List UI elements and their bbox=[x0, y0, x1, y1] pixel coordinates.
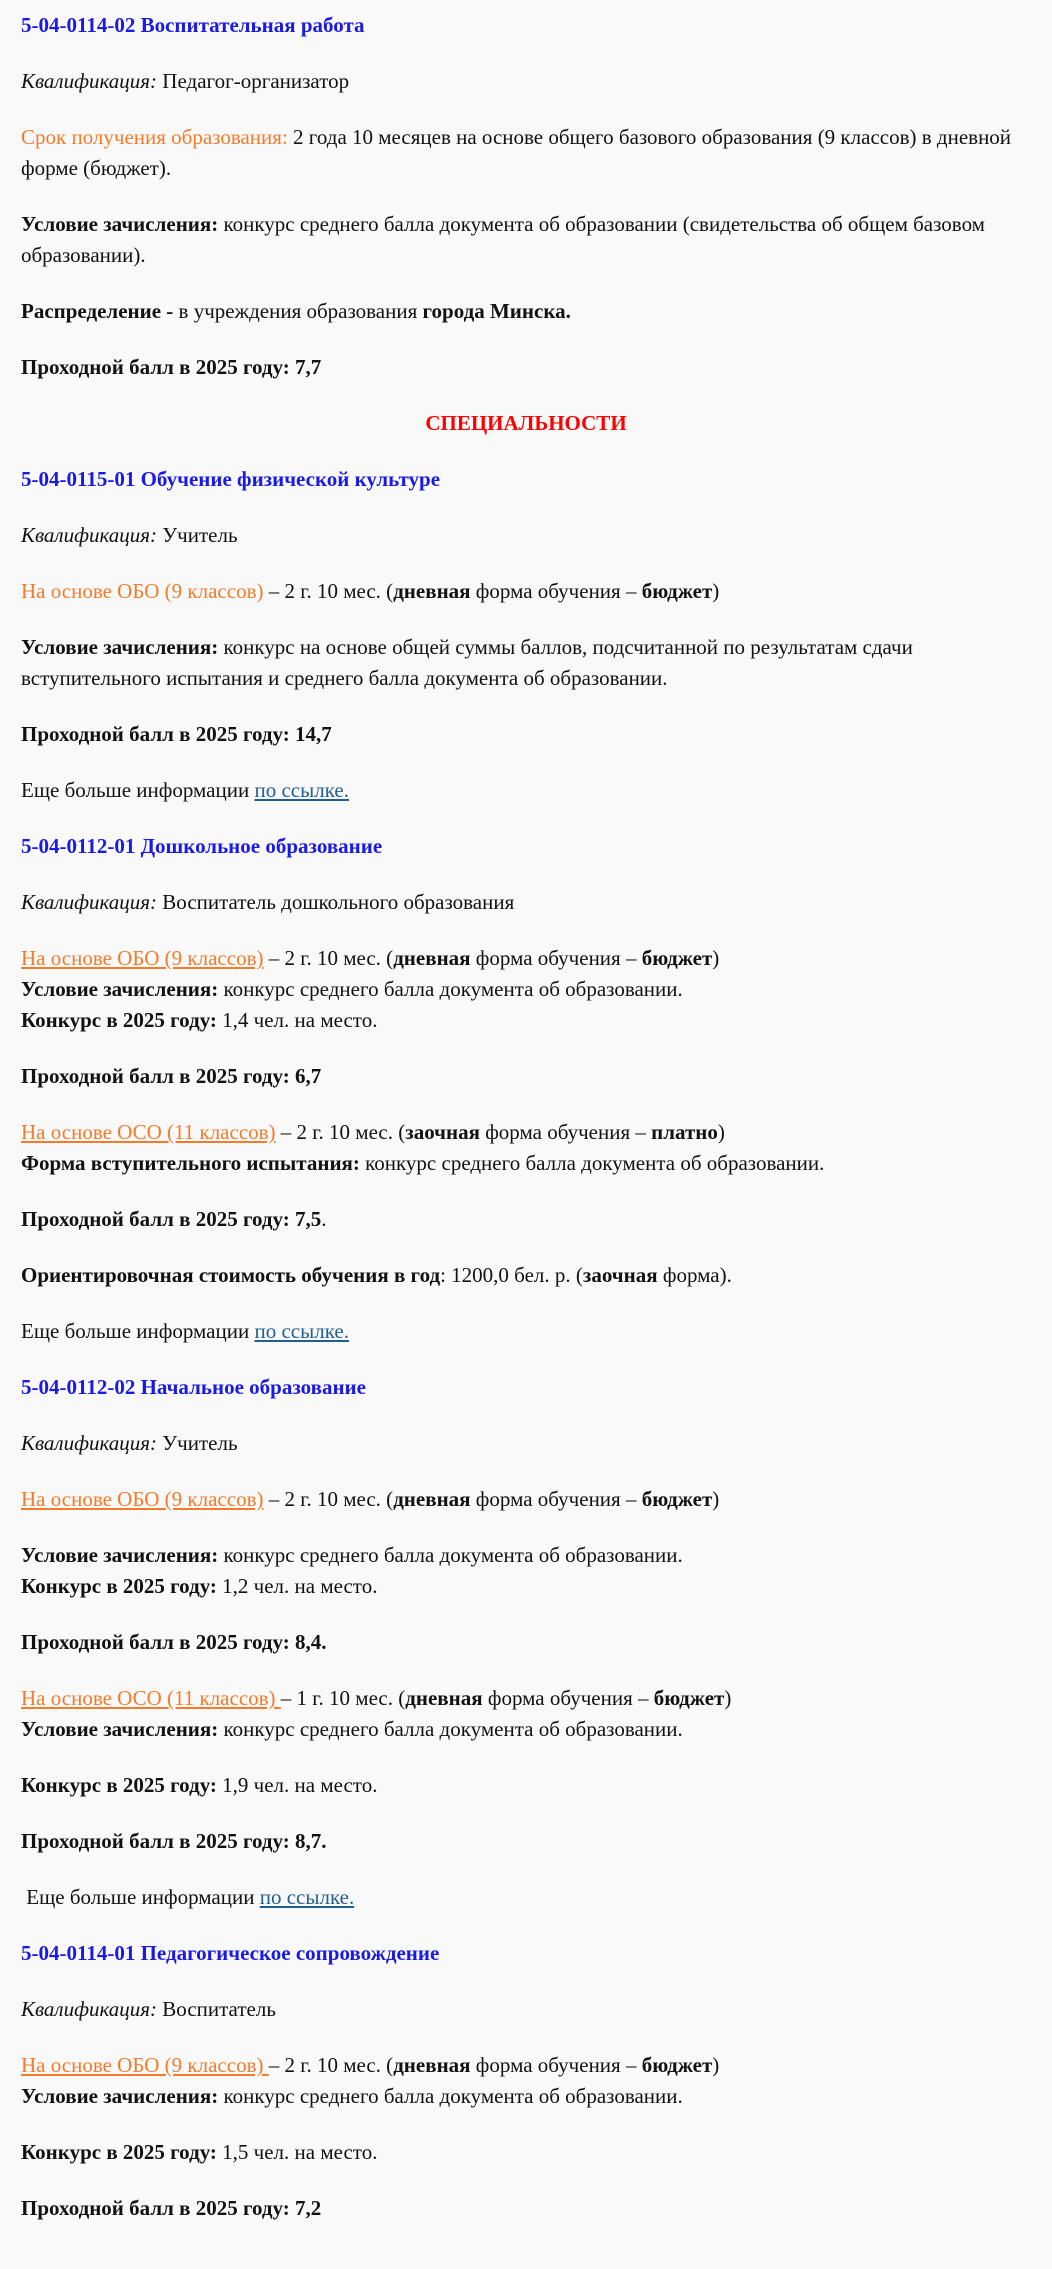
specialty-heading bbox=[21, 1372, 1031, 1403]
bold-text: Проходной балл в 2025 году: 7,7 bbox=[21, 355, 322, 379]
bold-text: Форма вступительного испытания: bbox=[21, 1151, 360, 1175]
italic-label: Квалификация: bbox=[21, 69, 158, 93]
specialty-heading bbox=[21, 464, 1031, 495]
text: . bbox=[321, 1207, 327, 1231]
bold-text: Конкурс в 2025 году: bbox=[21, 2140, 217, 2164]
specialty-heading bbox=[21, 1938, 1031, 1969]
italic-label: Квалификация: bbox=[21, 890, 158, 914]
text: Воспитатель дошкольного образования bbox=[157, 890, 515, 914]
text: 5-04-0114-02 Воспитательная работа bbox=[21, 13, 365, 37]
info-paragraph bbox=[21, 943, 1031, 1036]
section-title bbox=[21, 408, 1031, 439]
text: конкурс на основе общей суммы баллов, подсчитанной по результатам сдачи вступительного испытания и среднего балла документа об образовании. bbox=[21, 635, 919, 690]
bold-text: бюджет bbox=[653, 1686, 725, 1710]
text: – 2 г. 10 мес. ( bbox=[263, 946, 394, 970]
bold-text: Проходной балл в 2025 году: 14,7 bbox=[21, 722, 332, 746]
info-paragraph bbox=[21, 1540, 1031, 1602]
italic-label: Квалификация: bbox=[21, 523, 158, 547]
text: Еще больше информации bbox=[21, 778, 255, 802]
bold-text: Условие зачисления: bbox=[21, 977, 219, 1001]
info-paragraph bbox=[21, 1260, 1031, 1291]
education-basis-link[interactable]: На основе ОСО (11 классов) bbox=[21, 1686, 281, 1710]
education-basis-link[interactable]: На основе ОБО (9 классов) bbox=[21, 2053, 269, 2077]
text: 5-04-0112-02 Начальное образование bbox=[21, 1375, 366, 1399]
text: 5-04-0115-01 Обучение физической культуре bbox=[21, 467, 441, 491]
bold-text: дневная bbox=[393, 946, 471, 970]
text: форма обучения – bbox=[470, 1487, 642, 1511]
specialty-heading bbox=[21, 10, 1031, 41]
bold-text: Проходной балл в 2025 году: 7,2 bbox=[21, 2196, 322, 2220]
more-info-link[interactable]: по ссылке. bbox=[254, 778, 349, 802]
text: 1,2 чел. на место. bbox=[216, 1574, 378, 1598]
text: 5-04-0112-01 Дошкольное образование bbox=[21, 834, 383, 858]
text: форма обучения – bbox=[470, 579, 642, 603]
text: Еще больше информации bbox=[21, 1319, 255, 1343]
text: 1,5 чел. на место. bbox=[216, 2140, 378, 2164]
bold-text: дневная bbox=[405, 1686, 483, 1710]
info-paragraph bbox=[21, 352, 1031, 383]
info-paragraph bbox=[21, 1484, 1031, 1515]
specialty-heading bbox=[21, 831, 1031, 862]
education-basis-link[interactable]: На основе ОБО (9 классов) bbox=[21, 1487, 264, 1511]
text: ) bbox=[712, 946, 720, 970]
bold-text: Проходной балл в 2025 году: 8,7. bbox=[21, 1829, 327, 1853]
bold-text: дневная bbox=[393, 2053, 471, 2077]
bold-text: города Минска. bbox=[422, 299, 571, 323]
text: Учитель bbox=[157, 523, 238, 547]
info-paragraph bbox=[21, 2137, 1031, 2168]
text: 1,4 чел. на место. bbox=[216, 1008, 378, 1032]
info-paragraph bbox=[21, 122, 1031, 184]
info-paragraph bbox=[21, 1826, 1031, 1857]
text: Педагог-организатор bbox=[157, 69, 350, 93]
info-paragraph bbox=[21, 887, 1031, 918]
text: конкурс среднего балла документа об образовании (свидетельства об общем базовом образовании). bbox=[21, 212, 991, 267]
text: – 1 г. 10 мес. ( bbox=[280, 1686, 406, 1710]
info-paragraph bbox=[21, 1882, 1031, 1913]
text: Еще больше информации bbox=[21, 1885, 260, 1909]
bold-text: дневная bbox=[393, 1487, 471, 1511]
text: СПЕЦИАЛЬНОСТИ bbox=[425, 411, 627, 435]
italic-label: Квалификация: bbox=[21, 1997, 158, 2021]
info-paragraph bbox=[21, 2193, 1031, 2224]
text: ) bbox=[717, 1120, 725, 1144]
bold-text: Условие зачисления: bbox=[21, 2084, 219, 2108]
text: Воспитатель bbox=[157, 1997, 276, 2021]
info-paragraph bbox=[21, 296, 1031, 327]
info-paragraph bbox=[21, 209, 1031, 271]
info-paragraph bbox=[21, 66, 1031, 97]
text: 5-04-0114-01 Педагогическое сопровождение bbox=[21, 1941, 440, 1965]
info-paragraph bbox=[21, 1627, 1031, 1658]
bold-text: Условие зачисления: bbox=[21, 1543, 219, 1567]
bold-text: бюджет bbox=[641, 2053, 713, 2077]
bold-text: Условие зачисления: bbox=[21, 635, 219, 659]
bold-text: Конкурс в 2025 году: bbox=[21, 1773, 217, 1797]
more-info-link[interactable]: по ссылке. bbox=[259, 1885, 355, 1909]
info-paragraph bbox=[21, 1428, 1031, 1459]
text: : 1200,0 бел. р. ( bbox=[440, 1263, 583, 1287]
bold-text: платно bbox=[651, 1120, 718, 1144]
education-basis-link[interactable]: На основе ОБО (9 классов) bbox=[21, 946, 264, 970]
info-paragraph bbox=[21, 1061, 1031, 1092]
bold-text: Конкурс в 2025 году: bbox=[21, 1008, 217, 1032]
text: – 2 г. 10 мес. ( bbox=[268, 2053, 394, 2077]
text: 1,9 чел. на место. bbox=[216, 1773, 378, 1797]
bold-text: бюджет bbox=[641, 1487, 713, 1511]
info-paragraph bbox=[21, 2050, 1031, 2112]
text: конкурс среднего балла документа об образовании. bbox=[218, 1543, 683, 1567]
bold-text: бюджет bbox=[641, 579, 713, 603]
bold-text: Проходной балл в 2025 году: 6,7 bbox=[21, 1064, 322, 1088]
info-paragraph bbox=[21, 1316, 1031, 1347]
info-paragraph bbox=[21, 1683, 1031, 1745]
text: конкурс среднего балла документа об образовании. bbox=[359, 1151, 825, 1175]
text: ) bbox=[724, 1686, 732, 1710]
text: ) bbox=[712, 579, 720, 603]
more-info-link[interactable]: по ссылке. bbox=[254, 1319, 349, 1343]
text: 2 года 10 месяцев на основе общего базового образования (9 классов) в дневной форме (бюджет). bbox=[21, 125, 1017, 180]
info-paragraph bbox=[21, 1770, 1031, 1801]
info-paragraph bbox=[21, 719, 1031, 750]
text: в учреждения образования bbox=[173, 299, 423, 323]
info-paragraph bbox=[21, 520, 1031, 551]
info-paragraph bbox=[21, 1117, 1031, 1179]
text: конкурс среднего балла документа об образовании. bbox=[218, 2084, 683, 2108]
bold-text: дневная bbox=[393, 579, 471, 603]
bold-text: Условие зачисления: bbox=[21, 1717, 219, 1741]
text: форма обучения – bbox=[470, 2053, 642, 2077]
bold-text: Распределение - bbox=[21, 299, 174, 323]
text: – 2 г. 10 мес. ( bbox=[263, 579, 394, 603]
bold-text: Проходной балл в 2025 году: 8,4. bbox=[21, 1630, 327, 1654]
text: – 2 г. 10 мес. ( bbox=[263, 1487, 394, 1511]
text: ) bbox=[712, 2053, 720, 2077]
bold-text: заочная bbox=[582, 1263, 658, 1287]
bold-text: Конкурс в 2025 году: bbox=[21, 1574, 217, 1598]
accent-label: На основе ОБО (9 классов) bbox=[21, 579, 264, 603]
info-paragraph bbox=[21, 1204, 1031, 1235]
text: форма обучения – bbox=[470, 946, 642, 970]
education-basis-link[interactable]: На основе ОСО (11 классов) bbox=[21, 1120, 276, 1144]
text: – 2 г. 10 мес. ( bbox=[275, 1120, 406, 1144]
text: конкурс среднего балла документа об образовании. bbox=[218, 1717, 683, 1741]
accent-label: Срок получения образования: bbox=[21, 125, 288, 149]
bold-text: Условие зачисления: bbox=[21, 212, 219, 236]
bold-text: бюджет bbox=[641, 946, 713, 970]
text: форма обучения – bbox=[479, 1120, 652, 1144]
text: конкурс среднего балла документа об образовании. bbox=[218, 977, 683, 1001]
bold-text: Проходной балл в 2025 году: 7,5 bbox=[21, 1207, 322, 1231]
text: форма обучения – bbox=[482, 1686, 654, 1710]
bold-text: Ориентировочная стоимость обучения в год bbox=[21, 1263, 441, 1287]
info-paragraph bbox=[21, 576, 1031, 607]
text: ) bbox=[712, 1487, 720, 1511]
italic-label: Квалификация: bbox=[21, 1431, 158, 1455]
bold-text: заочная bbox=[405, 1120, 480, 1144]
info-paragraph bbox=[21, 1994, 1031, 2025]
text: Учитель bbox=[157, 1431, 238, 1455]
info-paragraph bbox=[21, 775, 1031, 806]
info-paragraph bbox=[21, 632, 1031, 694]
text: форма). bbox=[657, 1263, 732, 1287]
